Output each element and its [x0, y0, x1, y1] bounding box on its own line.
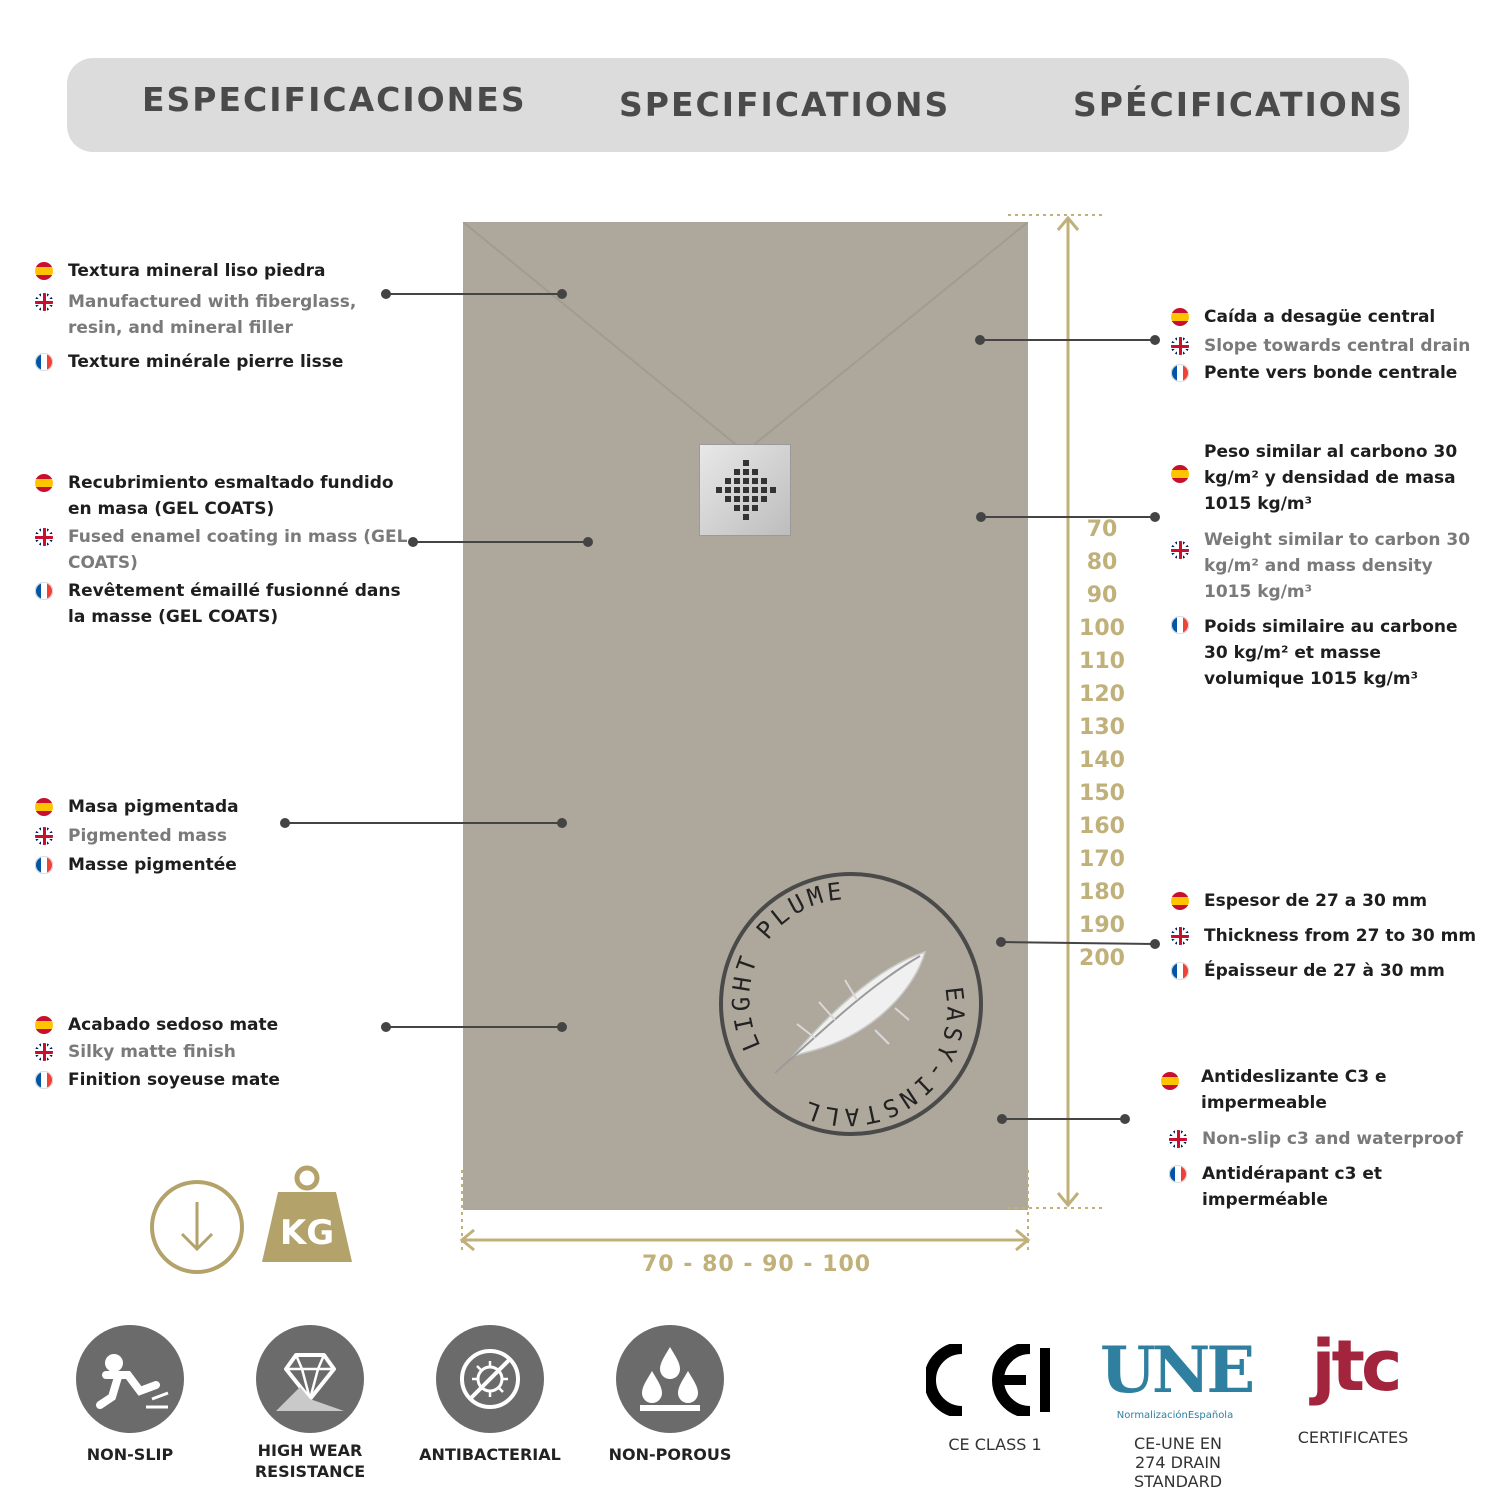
spain-flag-icon	[35, 798, 53, 816]
length-option: 200	[1079, 946, 1125, 971]
length-option: 120	[1079, 682, 1125, 707]
length-option: 110	[1079, 649, 1125, 674]
length-option: 150	[1079, 781, 1125, 806]
spec-text-es: Caída a desagüe central	[1204, 307, 1436, 327]
download-arrow-icon	[148, 1178, 246, 1276]
france-flag-icon	[1171, 962, 1189, 980]
spec-block-pigmented	[35, 794, 285, 878]
spain-flag-icon	[1171, 308, 1189, 326]
spec-text-fr: Épaisseur de 27 à 30 mm	[1204, 961, 1445, 981]
spain-flag-icon	[1161, 1072, 1179, 1090]
france-flag-icon	[35, 1071, 53, 1089]
spain-flag-icon	[1171, 892, 1189, 910]
ce-logo	[926, 1344, 1052, 1416]
spain-flag-icon	[35, 474, 53, 492]
france-flag-icon	[1171, 616, 1189, 634]
spec-text-fr: Antidérapant c3 et imperméable	[1202, 1164, 1383, 1210]
svg-text:KG: KG	[279, 1213, 335, 1253]
water-drops-icon	[616, 1325, 724, 1433]
spec-text-fr: Texture minérale pierre lisse	[68, 352, 344, 372]
spec-text-fr: Finition soyeuse mate	[68, 1070, 280, 1090]
length-option: 130	[1079, 715, 1125, 740]
spec-text-en: Thickness from 27 to 30 mm	[1204, 926, 1477, 946]
length-options	[1072, 513, 1132, 975]
spec-text-en: Weight similar to carbon 30 kg/m² and mass density 1015 kg/m³	[1204, 530, 1471, 602]
length-option: 160	[1079, 814, 1125, 839]
spec-block-weight	[1171, 439, 1471, 692]
france-flag-icon	[35, 353, 53, 371]
wear-resistance-badge	[256, 1325, 364, 1433]
france-flag-icon	[35, 582, 53, 600]
spec-text-es: Antideslizante C3 e impermeable	[1201, 1067, 1387, 1113]
length-option: 140	[1079, 748, 1125, 773]
feather-icon	[775, 952, 925, 1073]
spec-text-en: Silky matte finish	[68, 1042, 236, 1062]
spec-block-finish	[35, 1012, 335, 1093]
uk-flag-icon	[1169, 1130, 1187, 1148]
uk-flag-icon	[1171, 541, 1189, 559]
spec-text-es: Espesor de 27 a 30 mm	[1204, 891, 1428, 911]
spec-text-en: Manufactured with fiberglass, resin, and mineral filler	[68, 292, 357, 338]
bacteria-icon	[436, 1325, 544, 1433]
length-option: 190	[1079, 913, 1125, 938]
antibacterial-badge	[436, 1325, 544, 1433]
spec-text-es: Peso similar al carbono 30 kg/m² y densidad de masa 1015 kg/m³	[1204, 442, 1458, 514]
uk-flag-icon	[35, 293, 53, 311]
france-flag-icon	[1171, 364, 1189, 382]
length-option: 100	[1079, 616, 1125, 641]
jtc-caption: CERTIFICATES	[1297, 1428, 1409, 1447]
header-title-es: ESPECIFICACIONES	[142, 80, 527, 119]
header-title-en: SPECIFICATIONS	[619, 85, 951, 124]
spain-flag-icon	[35, 262, 53, 280]
uk-flag-icon	[1171, 337, 1189, 355]
svg-text:EASY-INSTALL: EASY-INSTALL	[797, 985, 970, 1131]
une-caption: CE-UNE EN 274 DRAIN STANDARD	[1133, 1434, 1223, 1491]
spec-text-fr: Masse pigmentée	[68, 855, 237, 875]
france-flag-icon	[1169, 1165, 1187, 1183]
spain-flag-icon	[35, 1016, 53, 1034]
jtc-logo: jtc	[1311, 1325, 1399, 1407]
spec-block-slope	[1171, 304, 1471, 386]
svg-text:LIGHT PLUME: LIGHT PLUME	[727, 876, 848, 1055]
france-flag-icon	[35, 856, 53, 874]
weight-kg-icon	[260, 1164, 354, 1266]
length-option: 70	[1086, 517, 1118, 542]
spec-text-en: Pigmented mass	[68, 826, 227, 846]
non-slip-badge	[76, 1325, 184, 1433]
uk-flag-icon	[35, 1043, 53, 1061]
spec-text-fr: Poids similaire au carbone 30 kg/m² et masse volumique 1015 kg/m³	[1204, 617, 1458, 689]
spec-text-fr: Revêtement émaillé fusionné dans la masse (GEL COATS)	[68, 581, 401, 627]
uk-flag-icon	[35, 528, 53, 546]
spec-block-thickness	[1171, 888, 1481, 984]
feature-label-non-porous: NON-POROUS	[608, 1445, 732, 1464]
spec-text-es: Recubrimiento esmaltado fundido en masa (GEL COATS)	[68, 473, 394, 519]
feature-label-non-slip: NON-SLIP	[86, 1445, 174, 1464]
spec-block-gelcoat	[35, 470, 415, 630]
spec-text-fr: Pente vers bonde centrale	[1204, 363, 1458, 383]
length-option: 170	[1079, 847, 1125, 872]
header-title-fr: SPÉCIFICATIONS	[1073, 85, 1405, 124]
spec-text-en: Non-slip c3 and waterproof	[1202, 1129, 1463, 1149]
spec-text-en: Slope towards central drain	[1204, 336, 1471, 356]
slip-icon	[76, 1325, 184, 1433]
light-plume-stamp	[715, 868, 987, 1140]
spec-text-es: Acabado sedoso mate	[68, 1015, 279, 1035]
uk-flag-icon	[35, 827, 53, 845]
spain-flag-icon	[1171, 465, 1189, 483]
length-option: 80	[1086, 550, 1118, 575]
une-logo: UNE	[1100, 1333, 1252, 1408]
feature-label-high-wear: HIGH WEAR RESISTANCE	[254, 1441, 366, 1481]
ce-caption: CE CLASS 1	[948, 1435, 1042, 1454]
length-option: 180	[1079, 880, 1125, 905]
spec-text-es: Masa pigmentada	[68, 797, 239, 817]
width-options: 70 - 80 - 90 - 100	[642, 1252, 872, 1277]
uk-flag-icon	[1171, 927, 1189, 945]
diamond-icon	[256, 1325, 364, 1433]
spec-text-en: Fused enamel coating in mass (GEL COATS)	[68, 527, 408, 573]
spec-text-es: Textura mineral liso piedra	[68, 261, 326, 281]
une-subtitle: NormalizaciónEspañola	[1116, 1410, 1234, 1421]
feature-label-antibacterial: ANTIBACTERIAL	[419, 1445, 561, 1464]
length-option: 90	[1086, 583, 1118, 608]
spec-block-antislip	[1161, 1064, 1471, 1213]
spec-block-texture	[35, 258, 375, 375]
non-porous-badge	[616, 1325, 724, 1433]
